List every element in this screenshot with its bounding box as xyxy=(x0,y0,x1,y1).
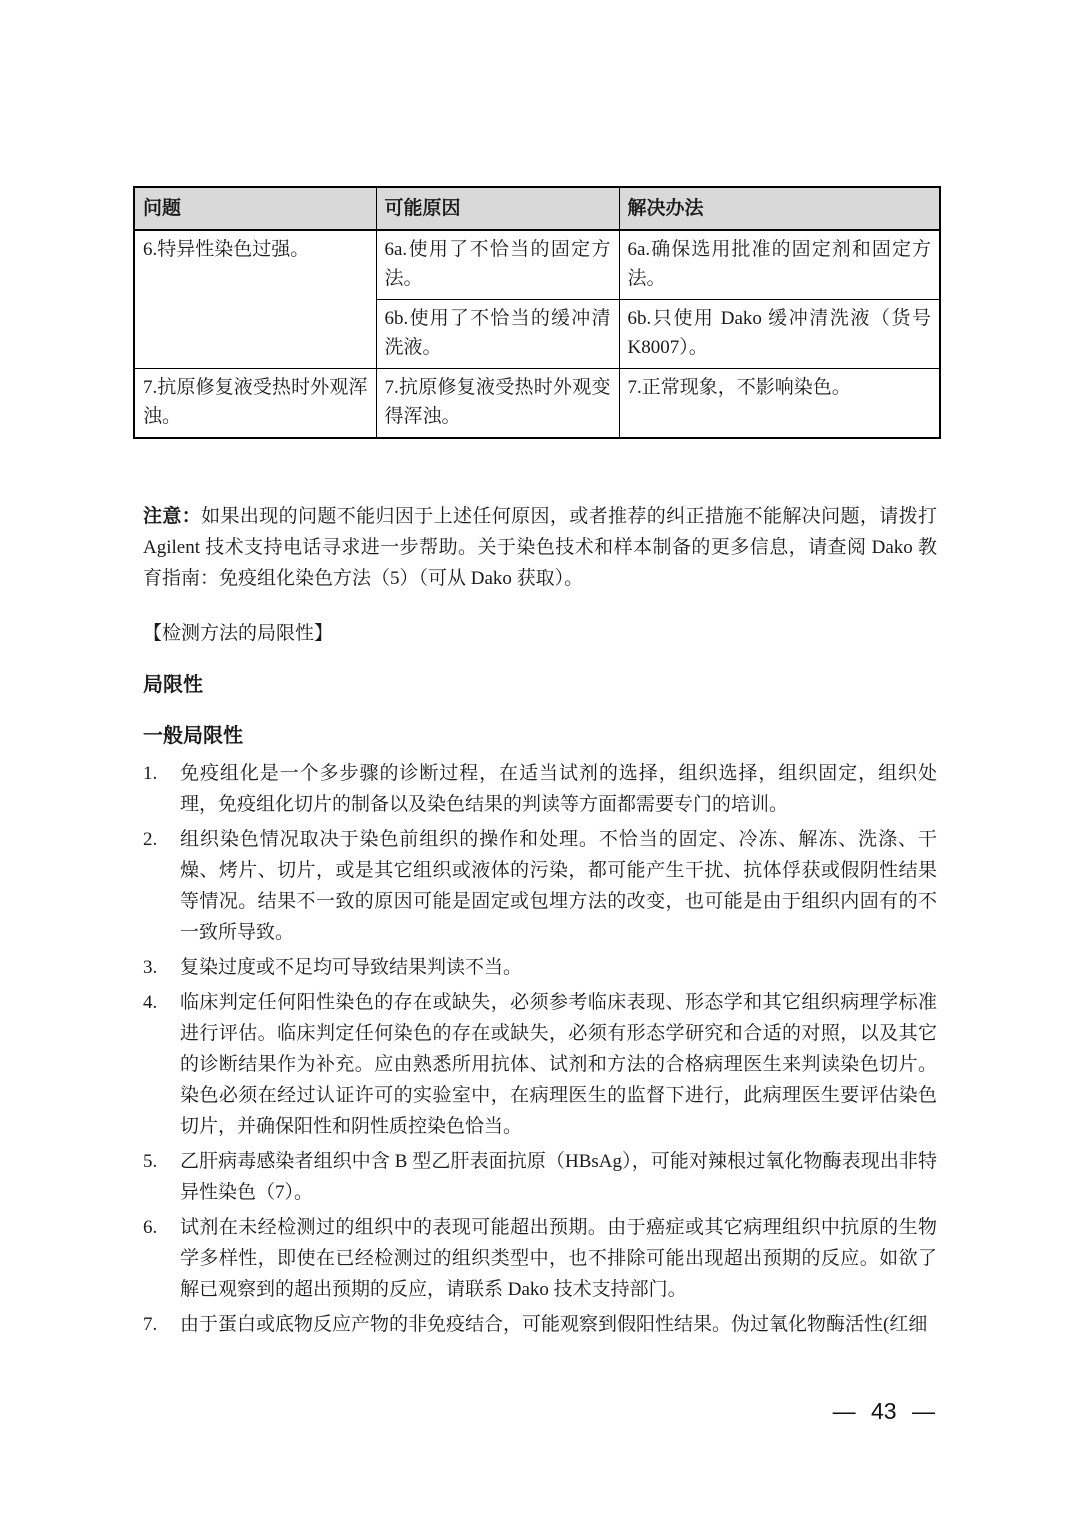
list-item-number: 7. xyxy=(143,1314,158,1335)
note-paragraph xyxy=(143,501,937,594)
list-item-text: 由于蛋白或底物反应产物的非免疫结合，可能观察到假阳性结果。伪过氧化物酶活性(红细 xyxy=(180,1314,928,1335)
cell-solution-6a: 6a.确保选用批准的固定剂和固定方法。 xyxy=(619,230,940,300)
header-solution: 解决办法 xyxy=(619,187,940,230)
list-item-text: 乙肝病毒感染者组织中含 B 型乙肝表面抗原（HBsAg），可能对辣根过氧化物酶表现出非特异性染色（7）。 xyxy=(180,1151,937,1203)
cell-cause-6b: 6b.使用了不恰当的缓冲清洗液。 xyxy=(376,300,619,369)
list-item-number: 3. xyxy=(143,957,158,978)
list-item-number: 2. xyxy=(143,829,158,850)
header-cause: 可能原因 xyxy=(376,187,619,230)
troubleshooting-table xyxy=(133,186,941,439)
list-item xyxy=(143,1309,937,1340)
list-item-number: 6. xyxy=(143,1217,158,1238)
cell-cause-7: 7.抗原修复液受热时外观变得浑浊。 xyxy=(376,369,619,439)
list-item-text: 试剂在未经检测过的组织中的表现可能超出预期。由于癌症或其它病理组织中抗原的生物学多样性，即使在已经检测过的组织类型中，也不排除可能出现超出预期的反应。如欲了解已观察到的超出预期的反应，请联系 Dako 技术支持部门。 xyxy=(180,1217,937,1300)
section-heading-limitations-of-method: 【检测方法的局限性】 xyxy=(143,623,334,644)
list-item-text: 临床判定任何阳性染色的存在或缺失，必须参考临床表现、形态学和其它组织病理学标准进行评估。临床判定任何染色的存在或缺失，必须有形态学研究和合适的对照，以及其它的诊断结果作为补充。应由熟悉所用抗体、试剂和方法的合格病理医生来判读染色切片。染色必须在经过认证许可的实验室中，在病理医生的监督下进行，此病理医生要评估染色切片，并确保阳性和阴性质控染色恰当。 xyxy=(180,992,937,1137)
list-item xyxy=(143,1146,937,1208)
list-item xyxy=(143,824,937,948)
document-page xyxy=(143,186,937,1344)
list-item xyxy=(143,758,937,820)
header-problem: 问题 xyxy=(134,187,376,230)
note-text: 如果出现的问题不能归因于上述任何原因，或者推荐的纠正措施不能解决问题，请拨打 Agilent 技术支持电话寻求进一步帮助。关于染色技术和样本制备的更多信息，请查阅 Dako 教育指南：免疫组化染色方法（5）（可从 Dako 获取）。 xyxy=(143,506,937,589)
list-item xyxy=(143,1212,937,1305)
table-header-row xyxy=(134,187,940,230)
limitations-list xyxy=(143,758,937,1340)
list-item-text: 复染过度或不足均可导致结果判读不当。 xyxy=(180,957,523,978)
list-item-text: 组织染色情况取决于染色前组织的操作和处理。不恰当的固定、冷冻、解冻、洗涤、干燥、烤片、切片，或是其它组织或液体的污染，都可能产生干扰、抗体俘获或假阴性结果等情况。结果不一致的原因可能是固定或包埋方法的改变，也可能是由于组织内固有的不一致所导致。 xyxy=(180,829,937,943)
note-label: 注意： xyxy=(143,506,202,527)
list-item xyxy=(143,952,937,983)
list-item-number: 4. xyxy=(143,992,158,1013)
page-number: — 43 — xyxy=(832,1398,935,1424)
list-item-text: 免疫组化是一个多步骤的诊断过程，在适当试剂的选择，组织选择，组织固定，组织处理，免疫组化切片的制备以及染色结果的判读等方面都需要专门的培训。 xyxy=(180,763,937,815)
heading-general-limitations: 一般局限性 xyxy=(143,725,243,747)
cell-solution-7: 7.正常现象，不影响染色。 xyxy=(619,369,940,439)
list-item-number: 1. xyxy=(143,763,158,784)
list-item xyxy=(143,987,937,1142)
cell-solution-6b: 6b.只使用 Dako 缓冲清洗液（货号 K8007）。 xyxy=(619,300,940,369)
table-row xyxy=(134,369,940,439)
cell-problem-7: 7.抗原修复液受热时外观浑浊。 xyxy=(134,369,376,439)
cell-cause-6a: 6a.使用了不恰当的固定方法。 xyxy=(376,230,619,300)
list-item-number: 5. xyxy=(143,1151,158,1172)
heading-limitations: 局限性 xyxy=(143,674,203,696)
table-row xyxy=(134,230,940,300)
cell-problem-6: 6.特异性染色过强。 xyxy=(134,230,376,369)
